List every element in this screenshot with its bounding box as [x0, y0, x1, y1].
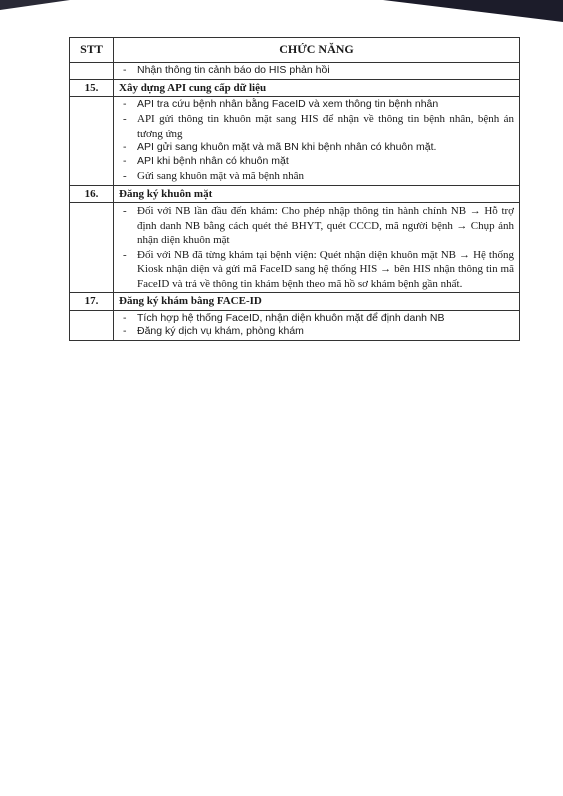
- stt-cell: [70, 203, 114, 293]
- section-title: Đăng ký khám bằng FACE-ID: [114, 293, 520, 311]
- function-table: [69, 37, 520, 341]
- page-corner-shadow-left: [0, 0, 70, 10]
- bullet-dash: -: [123, 64, 127, 76]
- bullet-dash: -: [123, 169, 127, 182]
- list-item: - API tra cứu bệnh nhân bằng FaceID và xem thông tin bệnh nhân: [119, 98, 514, 112]
- list-item: - API gửi sang khuôn mặt và mã BN khi bệnh nhân có khuôn mặt.: [119, 141, 514, 155]
- section-items-row: [70, 97, 520, 185]
- bullet-dash: -: [123, 325, 127, 338]
- list-item: - API gửi thông tin khuôn mặt sang HIS để nhận về thông tin bệnh nhân, bệnh án tương ứng: [119, 112, 514, 141]
- section-items-row: [70, 203, 520, 293]
- bullet-dash: -: [123, 311, 127, 324]
- list-item: - Tích hợp hệ thống FaceID, nhận diện khuôn mặt để định danh NB: [119, 312, 514, 326]
- list-item: - Nhận thông tin cảnh báo do HIS phản hồi: [119, 64, 514, 78]
- header-stt: STT: [70, 38, 114, 63]
- list-item: - Đăng ký dịch vụ khám, phòng khám: [119, 325, 514, 339]
- bullet-dash: -: [123, 113, 127, 126]
- section-number: 16.: [70, 185, 114, 203]
- section-title: Đăng ký khuôn mặt: [114, 185, 520, 203]
- bullet-dash: -: [123, 248, 127, 261]
- bullet-dash: -: [123, 98, 127, 111]
- list-item: - Gửi sang khuôn mặt và mã bệnh nhân: [119, 169, 514, 184]
- table-header-row: [70, 38, 520, 63]
- bullet-dash: -: [123, 205, 127, 218]
- header-function: CHỨC NĂNG: [114, 38, 520, 63]
- section-number: 17.: [70, 293, 114, 311]
- section-number: 15.: [70, 79, 114, 97]
- bullet-dash: -: [123, 141, 127, 154]
- stt-cell: [70, 63, 114, 80]
- section-title-row: [70, 293, 520, 311]
- section-title: Xây dựng API cung cấp dữ liệu: [114, 79, 520, 97]
- section-title-row: [70, 79, 520, 97]
- section-items-row: [70, 310, 520, 341]
- list-item: - Đối với NB đã từng khám tại bệnh viện: Quét nhận diện khuôn mặt NB → Hệ thống Kiosk nhận diện và gửi mã FaceID sang hệ thống HIS → bên HIS nhận thông tin mã FaceID và trả về thông tin khám bệnh theo mã hồ sơ khám bệnh gần nhất.: [119, 248, 514, 292]
- stt-cell: [70, 97, 114, 185]
- bullet-dash: -: [123, 155, 127, 168]
- section-title-row: [70, 185, 520, 203]
- stt-cell: [70, 310, 114, 341]
- list-item: - API khi bệnh nhân có khuôn mặt: [119, 155, 514, 169]
- table-row: [70, 63, 520, 80]
- list-item: - Đối với NB lần đầu đến khám: Cho phép nhập thông tin hành chính NB → Hỗ trợ định danh NB bằng cách quét thẻ BHYT, quét CCCD, mã người bệnh → Chụp ảnh nhận diện khuôn mặt: [119, 204, 514, 248]
- page-corner-shadow: [383, 0, 563, 22]
